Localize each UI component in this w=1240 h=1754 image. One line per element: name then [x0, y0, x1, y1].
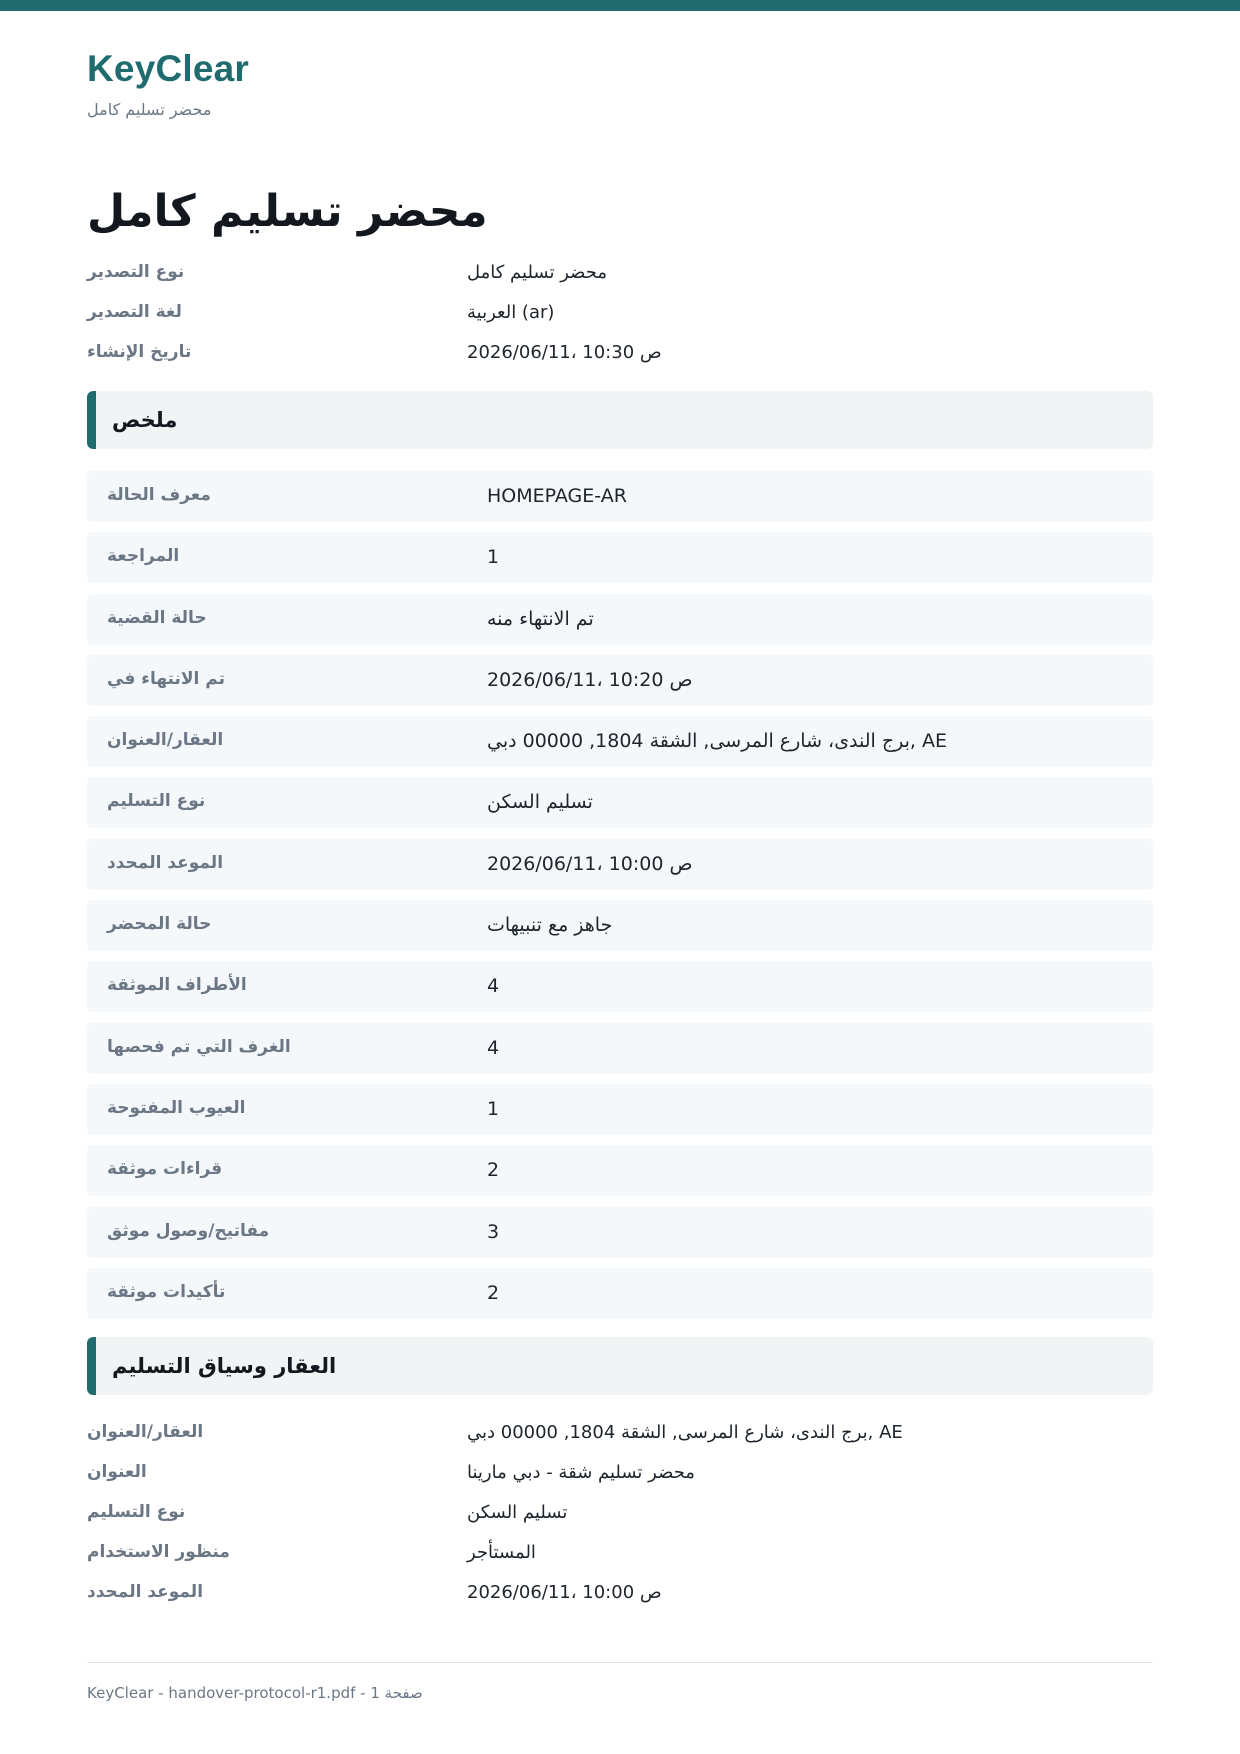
context-details	[87, 1422, 1153, 1622]
summary-row	[87, 594, 1153, 645]
context-section-header	[87, 1337, 1153, 1395]
footer-divider	[87, 1662, 1153, 1663]
summary-value: 1	[487, 546, 500, 569]
page-footer: KeyClear - handover-protocol-r1.pdf - 1 صفحة	[87, 1684, 423, 1702]
context-label: الموعد المحدد	[87, 1582, 204, 1602]
summary-value: 2026/06/11، 10:20 ص	[487, 668, 693, 691]
summary-value: HOMEPAGE-AR	[487, 485, 627, 507]
summary-value: 1	[487, 1097, 500, 1120]
meta-label: نوع التصدير	[87, 262, 185, 282]
context-label: العنوان	[87, 1462, 147, 1482]
summary-value: جاهز مع تنبيهات	[487, 914, 613, 937]
meta-label: تاريخ الإنشاء	[87, 342, 192, 362]
summary-row	[87, 839, 1153, 890]
meta-label: لغة التصدير	[87, 302, 182, 322]
summary-row	[87, 532, 1153, 583]
summary-label: نوع التسليم	[107, 791, 206, 812]
summary-row	[87, 1023, 1153, 1074]
summary-value: برج الندى، شارع المرسى, الشقة 1804, 00000 دبي, AE	[487, 730, 948, 753]
summary-value: 2026/06/11، 10:00 ص	[487, 852, 693, 875]
summary-label: تم الانتهاء في	[107, 668, 225, 689]
summary-label: تأكيدات موثقة	[107, 1281, 226, 1302]
summary-value: 2	[487, 1159, 500, 1182]
context-value: تسليم السكن	[467, 1502, 568, 1523]
summary-row	[87, 961, 1153, 1012]
summary-table	[87, 471, 1153, 1329]
summary-label: حالة القضية	[107, 607, 207, 628]
summary-label: حالة المحضر	[107, 914, 212, 935]
brand-subtitle: محضر تسليم كامل	[87, 100, 212, 119]
context-value: برج الندى، شارع المرسى, الشقة 1804, 00000 دبي, AE	[467, 1422, 903, 1443]
summary-section-header	[87, 391, 1153, 449]
summary-label: الموعد المحدد	[107, 852, 224, 873]
summary-label: الأطراف الموثقة	[107, 975, 247, 996]
summary-value: 4	[487, 975, 500, 998]
summary-value: 2	[487, 1281, 500, 1304]
summary-row	[87, 777, 1153, 828]
top-accent-bar	[0, 0, 1240, 11]
meta-value: 2026/06/11، 10:30 ص	[467, 342, 662, 363]
summary-section-title: ملخص	[112, 408, 178, 432]
context-label: نوع التسليم	[87, 1502, 186, 1522]
summary-value: 3	[487, 1220, 500, 1243]
summary-label: معرف الحالة	[107, 485, 211, 505]
summary-row	[87, 655, 1153, 706]
context-row	[87, 1542, 1153, 1582]
summary-value: تسليم السكن	[487, 791, 593, 814]
brand-logo: KeyClear	[87, 48, 250, 89]
context-row	[87, 1422, 1153, 1462]
meta-row-export-language	[87, 302, 1153, 342]
summary-value: تم الانتهاء منه	[487, 607, 594, 630]
document-title: محضر تسليم كامل	[87, 186, 488, 237]
summary-label: الغرف التي تم فحصها	[107, 1036, 291, 1057]
section-accent	[87, 1337, 96, 1395]
summary-label: قراءات موثقة	[107, 1159, 223, 1180]
context-label: منظور الاستخدام	[87, 1542, 230, 1562]
summary-row	[87, 716, 1153, 767]
context-value: 2026/06/11، 10:00 ص	[467, 1582, 662, 1603]
section-accent	[87, 391, 96, 449]
summary-row	[87, 1268, 1153, 1319]
summary-label: المراجعة	[107, 546, 180, 567]
meta-value: العربية (ar)	[467, 302, 555, 323]
context-value: محضر تسليم شقة - دبي مارينا	[467, 1462, 695, 1483]
context-row	[87, 1582, 1153, 1622]
export-meta	[87, 262, 1153, 382]
context-value: المستأجر	[467, 1542, 536, 1563]
summary-row	[87, 471, 1153, 522]
summary-row	[87, 900, 1153, 951]
summary-value: 4	[487, 1036, 500, 1059]
context-label: العقار/العنوان	[87, 1422, 204, 1442]
meta-row-created-at	[87, 342, 1153, 382]
meta-row-export-type	[87, 262, 1153, 302]
meta-value: محضر تسليم كامل	[467, 262, 608, 283]
context-section-title: العقار وسياق التسليم	[112, 1354, 337, 1378]
summary-row	[87, 1084, 1153, 1135]
summary-label: العيوب المفتوحة	[107, 1097, 246, 1118]
summary-row	[87, 1145, 1153, 1196]
summary-label: مفاتيح/وصول موثق	[107, 1220, 270, 1241]
context-row	[87, 1502, 1153, 1542]
summary-label: العقار/العنوان	[107, 730, 224, 751]
context-row	[87, 1462, 1153, 1502]
summary-row	[87, 1207, 1153, 1258]
